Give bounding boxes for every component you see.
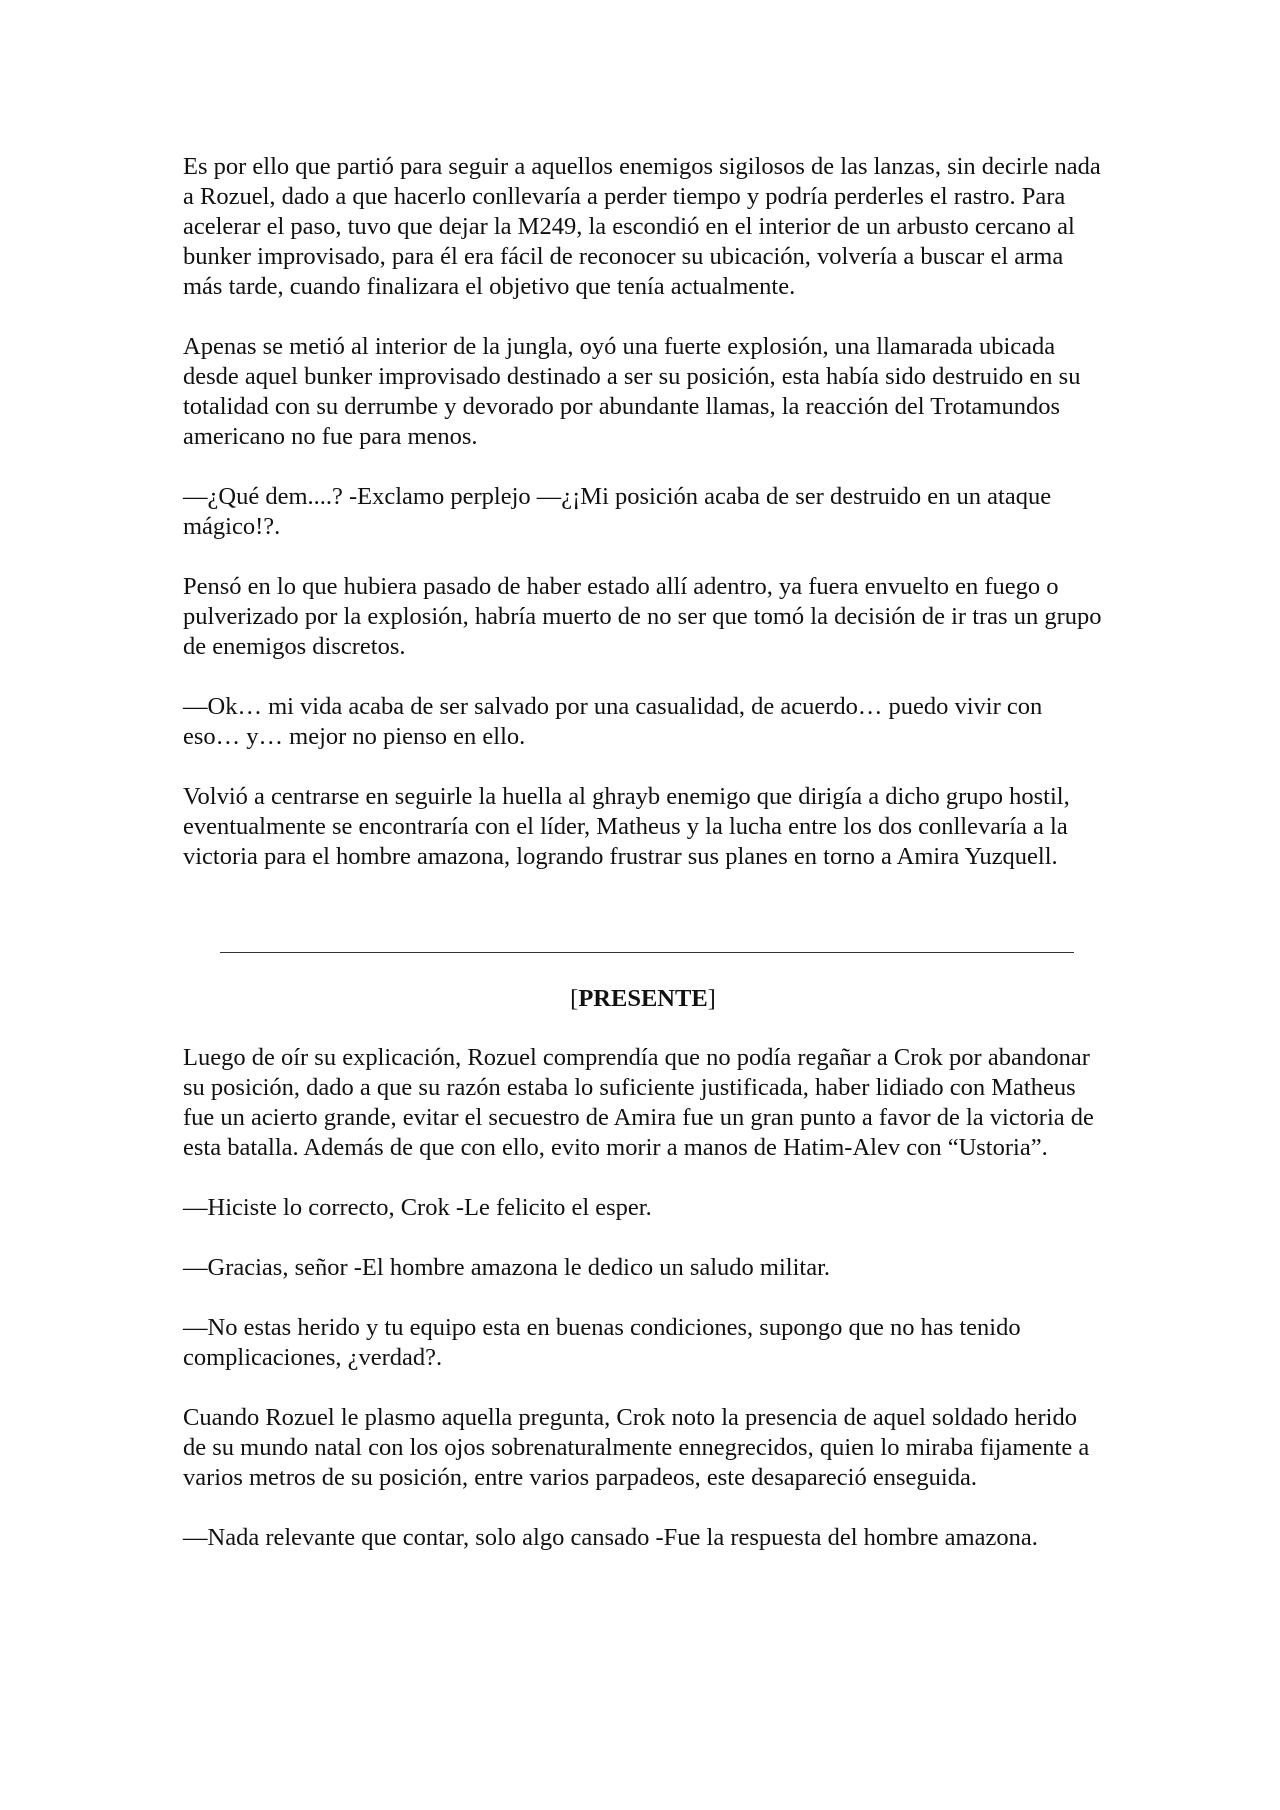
section-heading (183, 984, 1103, 1014)
heading-close-bracket: ] (707, 985, 716, 1012)
section-divider (220, 952, 1074, 953)
dialogue-paragraph: —Nada relevante que contar, solo algo cansado -Fue la respuesta del hombre amazona. (183, 1524, 1038, 1551)
dialogue-paragraph: —Gracias, señor -El hombre amazona le dedico un saludo militar. (183, 1254, 831, 1281)
paragraph: Volvió a centrarse en seguirle la huella al ghrayb enemigo que dirigía a dicho grupo hostil, eventualmente se encontraría con el líder, Matheus y la lucha entre los dos conllevaría a la victoria para el hombre amazona, logrando frustrar sus planes en torno a Amira Yuzquell. (183, 783, 1070, 870)
dialogue-paragraph: —Hiciste lo correcto, Crok -Le felicito el esper. (183, 1194, 652, 1221)
paragraph: Es por ello que partió para seguir a aquellos enemigos sigilosos de las lanzas, sin decirle nada a Rozuel, dado a que hacerlo conllevaría a perder tiempo y podría perderles el rastro. Para acelerar el paso, tuvo que dejar la M249, la escondió en el interior de un arbusto cercano al bunker improvisado, para él era fácil de reconocer su ubicación, volvería a buscar el arma más tarde, cuando finalizara el objetivo que tenía actualmente. (183, 153, 1101, 300)
paragraph: Pensó en lo que hubiera pasado de haber estado allí adentro, ya fuera envuelto en fuego o pulverizado por la explosión, habría muerto de no ser que tomó la decisión de ir tras un grupo de enemigos discretos. (183, 573, 1102, 660)
text-block-after-divider (183, 1043, 1103, 1583)
dialogue-paragraph: —¿Qué dem....? -Exclamo perplejo —¿¡Mi posición acaba de ser destruido en un ataque mágico!?. (183, 483, 1052, 540)
heading-title: PRESENTE (578, 985, 708, 1012)
paragraph: Apenas se metió al interior de la jungla, oyó una fuerte explosión, una llamarada ubicada desde aquel bunker improvisado destinado a ser su posición, esta había sido destruido en su totalidad con su derrumbe y devorado por abundante llamas, la reacción del Trotamundos americano no fue para menos. (183, 333, 1081, 450)
dialogue-paragraph: —No estas herido y tu equipo esta en buenas condiciones, supongo que no has tenido complicaciones, ¿verdad?. (183, 1314, 1021, 1371)
dialogue-paragraph: —Ok… mi vida acaba de ser salvado por una casualidad, de acuerdo… puedo vivir con eso… y… mejor no pienso en ello. (183, 693, 1043, 750)
paragraph: Cuando Rozuel le plasmo aquella pregunta, Crok noto la presencia de aquel soldado herido de su mundo natal con los ojos sobrenaturalmente ennegrecidos, quien lo miraba fijamente a varios metros de su posición, entre varios parpadeos, este desapareció enseguida. (183, 1404, 1090, 1491)
heading-open-bracket: [ (570, 985, 579, 1012)
text-block-before-divider (183, 152, 1103, 902)
paragraph: Luego de oír su explicación, Rozuel comprendía que no podía regañar a Crok por abandonar su posición, dado a que su razón estaba lo suficiente justificada, haber lidiado con Matheus fue un acierto grande, evitar el secuestro de Amira fue un gran punto a favor de la victoria de esta batalla. Además de que con ello, evito morir a manos de Hatim-Alev con “Ustoria”. (183, 1044, 1094, 1161)
